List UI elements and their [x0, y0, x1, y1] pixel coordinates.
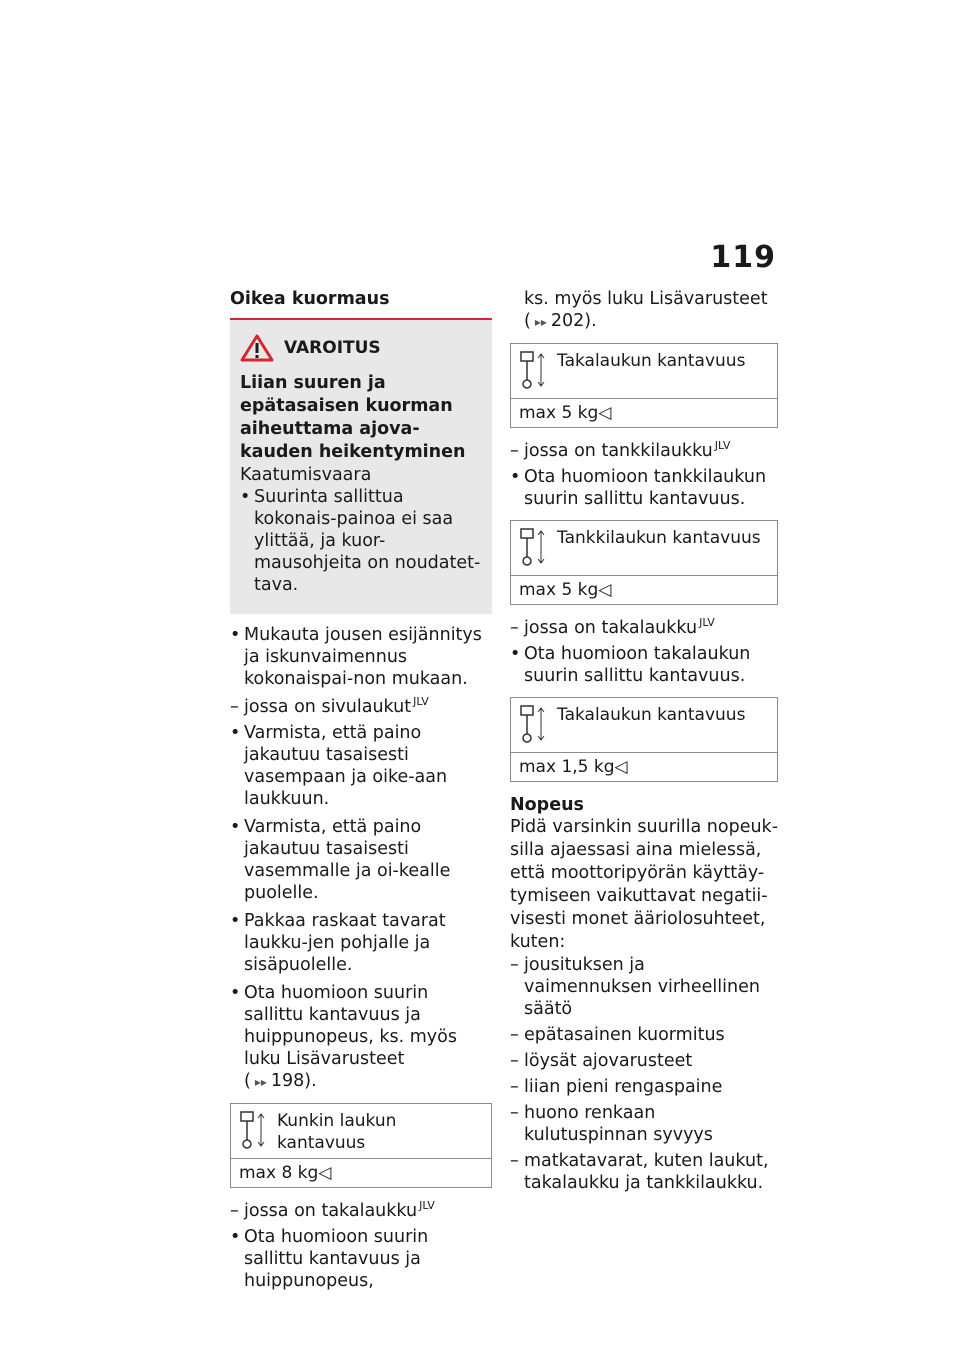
warning-heading: Liian suuren ja epätasaisen kuorman aiheuttama ajova-kauden heikentyminen	[240, 373, 466, 462]
list-item: • Ota huomioon suurin sallittu kantavuus ja huippunopeus,	[230, 1226, 492, 1292]
page-number: 119	[710, 240, 776, 275]
capacity-table-title: Takalaukun kantavuus	[557, 705, 746, 725]
end-triangle-icon: ◁	[598, 580, 612, 600]
capacity-table-value-row	[511, 399, 777, 427]
list-item-continuation: ks. myös luku Lisävarusteet ( ▸▸ 202).	[524, 289, 768, 331]
capacity-table-header	[511, 344, 777, 399]
load-weight-icon	[519, 527, 547, 567]
load-weight-icon	[519, 350, 547, 390]
capacity-value: max 5 kg	[519, 580, 599, 600]
condition-line	[230, 696, 492, 718]
capacity-table-value-row	[511, 753, 777, 781]
end-triangle-icon: ◁	[318, 1163, 332, 1183]
end-triangle-icon: ◁	[598, 403, 612, 423]
page-reference-arrow-icon: ▸▸	[534, 315, 547, 329]
list-item: – epätasainen kuormitus	[510, 1024, 778, 1046]
condition-text: jossa on takalaukku	[524, 618, 698, 638]
condition-sup: JLV	[699, 616, 715, 630]
list-item: • Mukauta jousen esijännitys ja iskunvaimennus kokonaispai-non mukaan.	[230, 624, 492, 690]
list-item: • Ota huomioon takalaukun suurin sallittu kantavuus.	[510, 643, 778, 687]
list-item: • Ota huomioon tankkilaukun suurin sallittu kantavuus.	[510, 466, 778, 510]
load-weight-icon	[519, 704, 547, 744]
list-item: • Pakkaa raskaat tavarat laukku-jen pohjalle ja sisäpuolelle.	[230, 910, 492, 976]
list-item: – jousituksen ja vaimennuksen virheellinen säätö	[510, 954, 778, 1020]
capacity-value: max 8 kg	[239, 1163, 319, 1183]
load-weight-icon	[239, 1110, 267, 1150]
condition-text: jossa on tankkilaukku	[524, 441, 713, 461]
capacity-table-value-row	[231, 1159, 491, 1187]
capacity-table-title: Kunkin laukun kantavuus	[277, 1111, 397, 1153]
list-item: • Varmista, että paino jakautuu tasaisesti vasemmalle ja oi-kealle puolelle.	[230, 816, 492, 904]
list-item: – huono renkaan kulutuspinnan syvyys	[510, 1102, 778, 1146]
condition-line	[230, 1200, 492, 1222]
capacity-table	[510, 343, 778, 428]
condition-text: jossa on sivulaukut	[244, 697, 412, 717]
list-item-text: Ota huomioon suurin sallittu kantavuus ja huippunopeus, ks. myös luku Lisävarusteet	[244, 983, 457, 1069]
list-item: • Varmista, että paino jakautuu tasaisesti vasempaan ja oike-aan laukkuun.	[230, 722, 492, 810]
condition-sup: JLV	[714, 439, 731, 453]
warning-box	[230, 320, 492, 614]
capacity-table-header	[231, 1104, 491, 1159]
capacity-table-header	[511, 521, 777, 576]
warning-bullet: • Suurinta sallittua kokonais-painoa ei saa ylittää, ja kuor-mausohjeita on noudatet-tava.	[240, 486, 482, 596]
speed-heading: Nopeus	[510, 795, 584, 815]
capacity-table	[510, 697, 778, 782]
capacity-table-title: Takalaukun kantavuus	[557, 351, 746, 371]
capacity-table	[510, 520, 778, 605]
capacity-table-title: Tankkilaukun kantavuus	[557, 528, 761, 548]
list-item-text: ks. myös luku Lisävarusteet	[524, 289, 768, 309]
list-item: – liian pieni rengaspaine	[510, 1076, 778, 1098]
capacity-table	[230, 1103, 492, 1188]
capacity-value: max 5 kg	[519, 403, 599, 423]
page-reference[interactable]: 202	[550, 311, 585, 331]
warning-title: VAROITUS	[284, 338, 381, 358]
left-column	[230, 288, 492, 1298]
capacity-value: max 1,5 kg	[519, 757, 615, 777]
page-reference[interactable]: 198	[270, 1071, 305, 1091]
section-heading: Oikea kuormaus	[230, 289, 390, 309]
warning-subtitle: Kaatumisvaara	[240, 465, 372, 485]
condition-line	[510, 617, 778, 639]
list-item: – löysät ajovarusteet	[510, 1050, 778, 1072]
list-item: • Ota huomioon suurin sallittu kantavuus ja huippunopeus, ks. myös luku Lisävarusteet ( ▸▸ 198).	[230, 982, 492, 1093]
speed-paragraph: Pidä varsinkin suurilla nopeuk-silla ajaessasi aina mielessä, että moottoripyörän käyttäy-tymiseen vaikuttavat negatii-visesti monet ääriolosuhteet, kuten:	[510, 817, 779, 952]
end-triangle-icon: ◁	[614, 757, 628, 777]
warning-header	[240, 334, 482, 362]
warning-triangle-icon	[240, 334, 274, 362]
condition-text: jossa on takalaukku	[244, 1201, 418, 1221]
condition-sup: JLV	[419, 1199, 435, 1213]
list-item: – matkatavarat, kuten laukut, takalaukku ja tankkilaukku.	[510, 1150, 778, 1194]
right-column	[510, 288, 778, 1198]
condition-sup: JLV	[413, 695, 429, 709]
page-reference-arrow-icon: ▸▸	[254, 1075, 267, 1089]
condition-line	[510, 440, 778, 462]
capacity-table-header	[511, 698, 777, 753]
capacity-table-value-row	[511, 576, 777, 604]
